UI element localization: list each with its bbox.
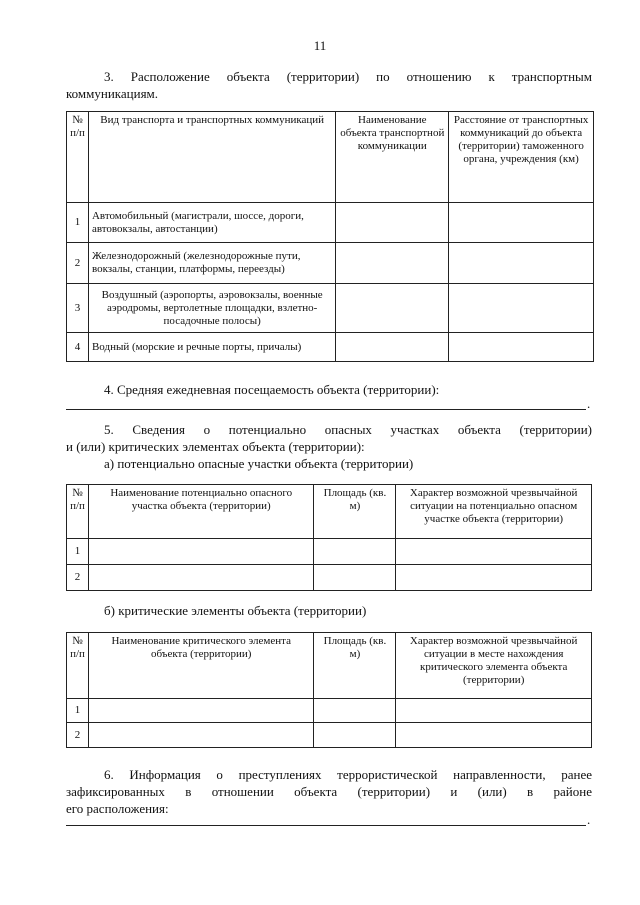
- section6-title-line2: зафиксированных в отношении объекта (территории) и (или) в районе: [66, 784, 592, 799]
- line-end-dot: .: [587, 396, 591, 411]
- transport-type-cell: Автомобильный (магистрали, шоссе, дороги, автовокзалы, автостанции): [88, 203, 335, 243]
- section6-title-line1: 6. Информация о преступлениях террористической направленности, ранее: [104, 767, 592, 782]
- hazard-areas-table: [66, 484, 592, 591]
- hazard-header-area: Площадь (кв. м): [314, 485, 396, 539]
- critical-elements-table: [66, 632, 592, 748]
- section5-title-line2: и (или) критических элементах объекта (территории):: [66, 439, 365, 454]
- critical-header-area: Площадь (кв. м): [314, 633, 396, 699]
- table-row: [67, 284, 594, 333]
- fill-in-line: [66, 825, 586, 826]
- table-row: [67, 243, 594, 284]
- hazard-header-name: Наименование потенциально опасного участка объекта (территории): [88, 485, 314, 539]
- table-row: [67, 203, 594, 243]
- empty-cell: [336, 203, 449, 243]
- transport-header-type: Вид транспорта и транспортных коммуникаций: [88, 112, 335, 203]
- empty-cell: [396, 699, 592, 723]
- empty-cell: [314, 699, 396, 723]
- empty-cell: [449, 243, 594, 284]
- transport-type-cell: Водный (морские и речные порты, причалы): [88, 333, 335, 362]
- row-number: 4: [67, 333, 89, 362]
- empty-cell: [314, 565, 396, 591]
- table-row: [67, 539, 592, 565]
- empty-cell: [336, 333, 449, 362]
- empty-cell: [88, 723, 314, 748]
- transport-table: [66, 111, 594, 362]
- section6-title-line3: его расположения:: [66, 801, 169, 816]
- row-number: 2: [67, 723, 89, 748]
- table-row: [67, 333, 594, 362]
- section5-title-line1: 5. Сведения о потенциально опасных участках объекта (территории): [104, 422, 592, 437]
- empty-cell: [314, 539, 396, 565]
- row-number: 1: [67, 203, 89, 243]
- transport-header-name: Наименование объекта транспортной коммуникации: [336, 112, 449, 203]
- transport-header-num: № п/п: [67, 112, 89, 203]
- hazard-header-num: № п/п: [67, 485, 89, 539]
- transport-header-distance: Расстояние от транспортных коммуникаций до объекта (территории) таможенного органа, учреждения (км): [449, 112, 594, 203]
- empty-cell: [396, 565, 592, 591]
- section5-sub-a: а) потенциально опасные участки объекта (территории): [104, 456, 414, 471]
- section3-title-line1: 3. Расположение объекта (территории) по отношению к транспортным: [104, 69, 592, 84]
- critical-header-emergency: Характер возможной чрезвычайной ситуации в месте нахождения критического элемента объекта (территории): [396, 633, 592, 699]
- table-row: [67, 723, 592, 748]
- empty-cell: [449, 203, 594, 243]
- empty-cell: [396, 539, 592, 565]
- empty-cell: [88, 539, 314, 565]
- empty-cell: [449, 284, 594, 333]
- empty-cell: [88, 699, 314, 723]
- empty-cell: [336, 243, 449, 284]
- section3-title-line2: коммуникациям.: [66, 86, 159, 101]
- line-end-dot: .: [587, 812, 591, 827]
- critical-header-name: Наименование критического элемента объекта (территории): [88, 633, 314, 699]
- empty-cell: [396, 723, 592, 748]
- hazard-header-emergency: Характер возможной чрезвычайной ситуации на потенциально опасном участке объекта (территории): [396, 485, 592, 539]
- table-row: [67, 699, 592, 723]
- fill-in-line: [66, 409, 586, 410]
- table-row: [67, 565, 592, 591]
- section4-title: 4. Средняя ежедневная посещаемость объекта (территории):: [104, 382, 440, 397]
- row-number: 2: [67, 565, 89, 591]
- page-number: 11: [313, 38, 327, 53]
- transport-type-cell: Железнодорожный (железнодорожные пути, вокзалы, станции, платформы, переезды): [88, 243, 335, 284]
- empty-cell: [336, 284, 449, 333]
- empty-cell: [449, 333, 594, 362]
- row-number: 1: [67, 699, 89, 723]
- row-number: 1: [67, 539, 89, 565]
- empty-cell: [88, 565, 314, 591]
- critical-header-num: № п/п: [67, 633, 89, 699]
- row-number: 3: [67, 284, 89, 333]
- section5-sub-b: б) критические элементы объекта (территории): [104, 603, 367, 618]
- empty-cell: [314, 723, 396, 748]
- row-number: 2: [67, 243, 89, 284]
- transport-type-cell: Воздушный (аэропорты, аэровокзалы, военные аэродромы, вертолетные площадки, взлетно-посадочные полосы): [88, 284, 335, 333]
